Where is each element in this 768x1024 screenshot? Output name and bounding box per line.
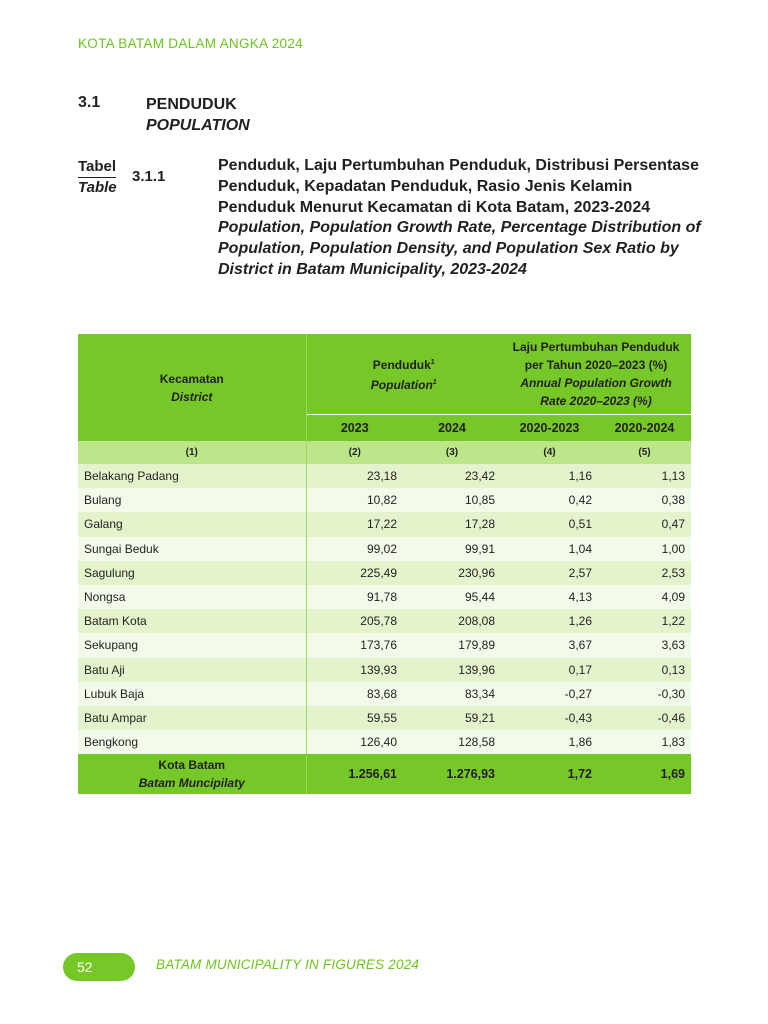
caption-id: Penduduk, Laju Pertumbuhan Penduduk, Distribusi Persentase Penduduk, Kepadatan Penduduk, Rasio Jenis Kelamin Penduduk Menurut Kecamatan di Kota Batam, 2023-2024 [218,157,699,216]
growth-2020-2024-cell: 2,53 [598,561,691,585]
district-cell: Sekupang [78,633,306,657]
district-header-en: District [171,389,213,404]
header-row-main [78,334,691,415]
growth-2020-2024-cell: 1,13 [598,464,691,488]
district-cell: Lubuk Baja [78,682,306,706]
pop-2023-cell: 17,22 [306,512,403,536]
total-district-id: Kota Batam [158,758,226,773]
growth-2020-2023-cell: 1,04 [501,537,598,561]
growth-header-en: Annual Population Growth Rate 2020–2023 (%) [520,376,672,408]
total-growth-2020-2023: 1,72 [501,754,598,794]
pop-2024-cell: 83,34 [403,682,501,706]
district-cell: Galang [78,512,306,536]
pop-2023-cell: 205,78 [306,609,403,633]
growth-2020-2023-cell: -0,27 [501,682,598,706]
section-title-id: PENDUDUK [146,96,237,113]
pop-2024-cell: 10,85 [403,488,501,512]
growth-2020-2024-cell: -0,46 [598,706,691,730]
pop-2023-cell: 59,55 [306,706,403,730]
pop-2023-cell: 91,78 [306,585,403,609]
population-table-container [78,334,691,794]
section-number: 3.1 [78,94,101,111]
growth-2020-2024-cell: 4,09 [598,585,691,609]
table-row [78,658,691,682]
population-header-id: Penduduk$^1$ [372,358,435,372]
growth-2020-2024-cell: 0,13 [598,658,691,682]
table-row [78,609,691,633]
colnum-5: (5) [598,441,691,464]
district-cell: Batu Ampar [78,706,306,730]
table-row [78,537,691,561]
growth-2020-2023-cell: 0,51 [501,512,598,536]
pop-2023-cell: 225,49 [306,561,403,585]
growth-2020-2024-cell: -0,30 [598,682,691,706]
total-district-en: Batam Muncipilaty [138,776,245,791]
colnum-4: (4) [501,441,598,464]
running-head: KOTA BATAM DALAM ANGKA 2024 [78,36,303,51]
pop-2023-cell: 99,02 [306,537,403,561]
district-header-id: Kecamatan [159,371,224,386]
pop-2023-cell: 173,76 [306,633,403,657]
total-pop-2023: 1.256,61 [306,754,403,794]
district-cell: Sungai Beduk [78,537,306,561]
table-row [78,488,691,512]
pop-2024-cell: 230,96 [403,561,501,585]
district-cell: Sagulung [78,561,306,585]
pop-2024-cell: 23,42 [403,464,501,488]
pop-2024-cell: 128,58 [403,730,501,754]
pop-2024-cell: 59,21 [403,706,501,730]
pop-2023-cell: 23,18 [306,464,403,488]
colnum-1: (1) [78,441,306,464]
table-row [78,730,691,754]
growth-2020-2024-cell: 1,22 [598,609,691,633]
total-pop-2024: 1.276,93 [403,754,501,794]
table-row [78,706,691,730]
growth-2020-2024-cell: 1,00 [598,537,691,561]
growth-2020-2024-cell: 0,47 [598,512,691,536]
table-row [78,561,691,585]
growth-2020-2023-cell: 1,16 [501,464,598,488]
year-2024-header: 2024 [403,415,501,442]
pop-2024-cell: 95,44 [403,585,501,609]
district-cell: Batam Kota [78,609,306,633]
growth-2020-2023-cell: 2,57 [501,561,598,585]
table-row [78,585,691,609]
growth-2020-2023-cell: 1,86 [501,730,598,754]
growth-2020-2024-cell: 1,83 [598,730,691,754]
section-title-en: POPULATION [146,117,250,134]
year-2023-header: 2023 [306,415,403,442]
population-header [306,334,501,415]
table-row [78,464,691,488]
pop-2023-cell: 10,82 [306,488,403,512]
table-row [78,682,691,706]
pop-2023-cell: 139,93 [306,658,403,682]
district-cell: Bengkong [78,730,306,754]
district-cell: Belakang Padang [78,464,306,488]
colnum-3: (3) [403,441,501,464]
growth-header [501,334,691,415]
pop-2024-cell: 17,28 [403,512,501,536]
section-title [146,94,250,136]
period-1-header: 2020-2023 [501,415,598,442]
table-body [78,464,691,754]
table-label-en: Table [78,179,117,196]
total-growth-2020-2024: 1,69 [598,754,691,794]
table-number: 3.1.1 [132,168,166,185]
table-label [78,157,117,198]
footer-title: BATAM MUNICIPALITY IN FIGURES 2024 [156,957,420,972]
district-header [78,334,306,441]
growth-header-id: Laju Pertumbuhan Penduduk per Tahun 2020–2023 (%) [512,340,680,372]
page-number-badge: 52 [63,953,135,981]
population-table [78,334,691,794]
pop-2023-cell: 126,40 [306,730,403,754]
table-row [78,512,691,536]
pop-2024-cell: 139,96 [403,658,501,682]
growth-2020-2023-cell: 0,17 [501,658,598,682]
growth-2020-2023-cell: 0,42 [501,488,598,512]
total-row [78,754,691,794]
district-cell: Nongsa [78,585,306,609]
header-row-colnums [78,441,691,464]
growth-2020-2023-cell: 1,26 [501,609,598,633]
table-row [78,633,691,657]
pop-2024-cell: 208,08 [403,609,501,633]
total-district [78,754,306,794]
population-header-en: Population$^1$ [370,378,437,392]
colnum-2: (2) [306,441,403,464]
pop-2024-cell: 99,91 [403,537,501,561]
caption-en: Population, Population Growth Rate, Percentage Distribution of Population, Population Density, and Population Sex Ratio by District in Batam Municipality, 2023-2024 [218,219,701,278]
growth-2020-2023-cell: 3,67 [501,633,598,657]
district-cell: Batu Aji [78,658,306,682]
period-2-header: 2020-2024 [598,415,691,442]
table-caption [218,156,708,281]
district-cell: Bulang [78,488,306,512]
growth-2020-2023-cell: -0,43 [501,706,598,730]
pop-2024-cell: 179,89 [403,633,501,657]
table-label-id: Tabel [78,157,116,178]
growth-2020-2023-cell: 4,13 [501,585,598,609]
growth-2020-2024-cell: 0,38 [598,488,691,512]
growth-2020-2024-cell: 3,63 [598,633,691,657]
pop-2023-cell: 83,68 [306,682,403,706]
